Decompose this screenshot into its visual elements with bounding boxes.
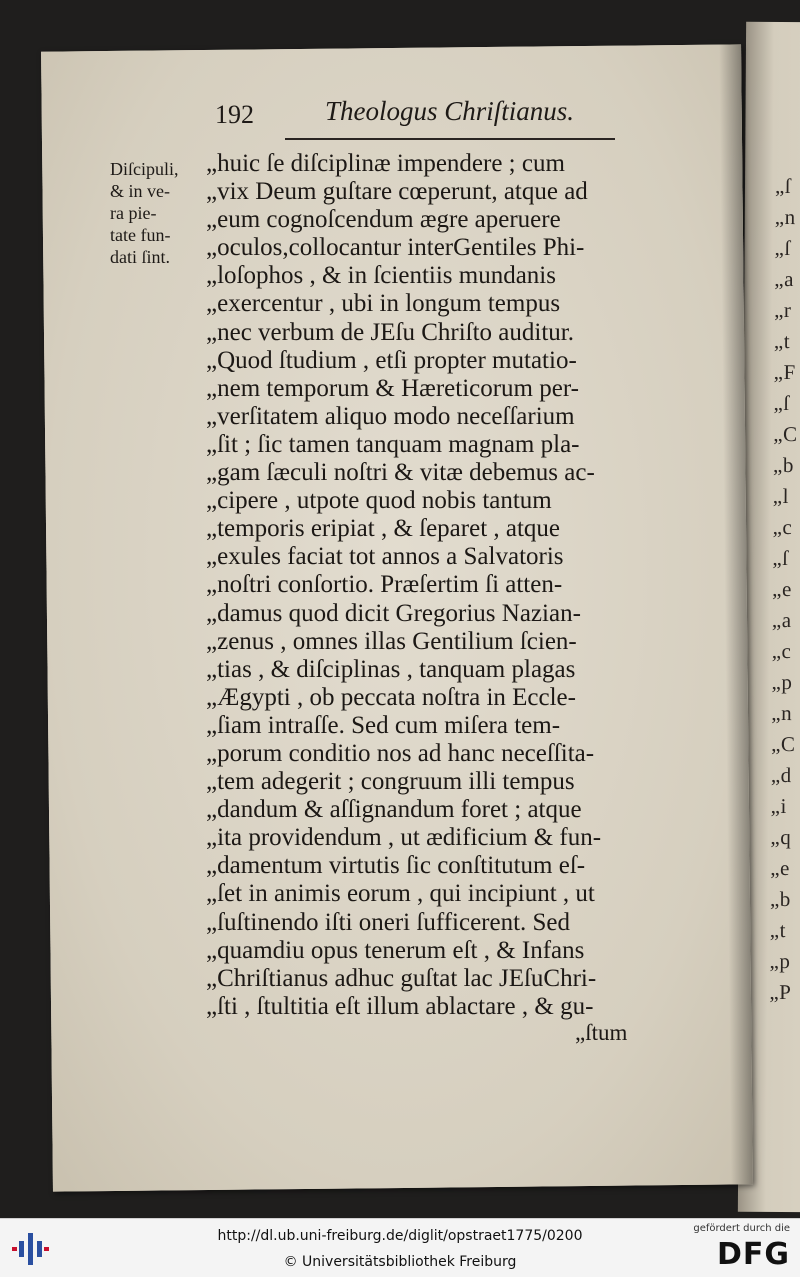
text-line: „ſuſtinendo iſti oneri ſufficerent. Sed [206,908,571,936]
facing-line-fragment: „p [769,948,791,974]
text-line: „huic ſe diſciplinæ impendere ; cum [206,150,565,177]
text-line: „gam ſæculi noſtri & vitæ debemus ac- [206,459,595,487]
text-line: „eum cognoſcendum ægre aperuere [206,206,561,234]
running-title: Theologus Chriſtianus. [325,96,575,126]
facing-line-fragment: „b [772,452,794,478]
dfg-logo: DFG [716,1237,790,1272]
text-line: „Quod ſtudium , etſi propter mutatio- [206,346,577,374]
facing-line-fragment: „b [769,886,791,912]
text-line: „Chriſtianus adhuc guſtat lac JEſuChri- [206,964,597,992]
body-text [206,150,658,1021]
facing-line-fragment: „ſ [774,235,791,261]
text-line: „tem adegerit ; congruum illi tempus [206,768,575,796]
marginal-line: dati ſint. [110,247,170,267]
text-line: „porum conditio nos ad hanc neceſſita- [206,739,595,767]
text-line: „damus quod dicit Gregorius Nazian- [206,599,581,627]
text-line: „ſiam intraſſe. Sed cum miſera tem- [206,711,561,739]
text-line: „exules faciat tot annos a Salvatoris [206,543,564,571]
facing-line-fragment: „ſ [772,545,789,571]
marginal-note [110,158,179,268]
text-line: „temporis eripiat , & ſeparet , atque [206,515,561,543]
page-header [215,96,635,140]
facing-line-fragment: „c [771,638,792,664]
marginal-line: & in ve- [110,181,170,201]
facing-line-fragment: „t [769,917,787,943]
marginal-line: Diſcipuli, [110,159,179,179]
text-line: „loſophos , & in ſcientiis mundanis [206,262,556,290]
header-rule [285,138,615,140]
text-line: „nem temporum & Hæreticorum per- [206,374,579,402]
facing-line-fragment: „P [769,979,792,1005]
facing-line-fragment: „c [772,514,793,540]
facing-line-fragment: „i [770,793,787,819]
text-line: „ita providendum , ut ædificium & fun- [206,824,602,852]
facing-line-fragment: „e [772,576,792,602]
facing-line-fragment: „n [771,700,793,726]
text-line: „tias , & diſciplinas , tanquam plagas [206,655,576,683]
page-number: 192 [215,100,254,129]
facing-line-fragment: „ſ [774,173,792,199]
facing-line-fragment: „t [773,328,791,354]
text-line: „nec verbum de JEſu Chriſto auditur. [206,318,574,346]
facing-line-fragment: „F [773,359,796,385]
facing-line-fragment: „e [770,855,790,881]
text-line: „Ægypti , ob peccata noſtra in Eccle- [206,683,576,711]
facing-line-fragment: „ſ [773,390,790,416]
facing-line-fragment: „n [774,204,796,230]
marginal-line: tate fun- [110,225,171,245]
facing-line-fragment: „d [770,762,792,788]
text-line: „verſitatem aliquo modo neceſſarium [206,402,575,430]
catchword: „ſtum [575,1020,628,1045]
text-line: „zenus , omnes illas Gentilium ſcien- [206,627,577,655]
facing-line-fragment: „q [770,824,792,850]
text-line: „noſtri conſortio. Præſertim ſi atten- [206,571,563,599]
marginal-line: ra pie- [110,203,157,223]
facing-line-fragment: „C [771,731,796,757]
text-line: „ſit ; ſic tamen tanquam magnam pla- [206,430,580,458]
text-line: „quamdiu opus tenerum eſt , & Infans [206,936,585,964]
text-line: „oculos,collocantur interGentiles Phi- [206,234,585,262]
text-line: „cipere , utpote quod nobis tantum [206,487,552,515]
facing-line-fragment: „a [774,266,795,292]
text-line: „dandum & aſſignandum foret ; atque [206,796,582,824]
facing-line-fragment: „l [772,483,790,509]
text-line: „exercentur , ubi in longum tempus [206,290,561,318]
viewer-footer [0,1218,800,1277]
facing-line-fragment: „a [771,607,792,633]
text-line: „ſet in animis eorum , qui incipiunt , ut [206,880,595,908]
copyright-text: © Universitätsbibliothek Freiburg [283,1254,517,1270]
text-line: „damentum virtutis ſic conſtitutum eſ- [206,852,586,880]
permalink-url[interactable]: http://dl.ub.uni-freiburg.de/diglit/opstraet1775/0200 [217,1228,583,1244]
facing-line-fragment: „r [774,297,792,323]
text-line: „vix Deum guſtare cœperunt, atque ad [206,178,588,206]
text-line: „ſti , ſtultitia eſt illum ablactare , & gu- [206,992,594,1020]
facing-line-fragment: „p [771,669,793,695]
facing-line-fragment: „C [773,421,798,447]
funding-note: gefördert durch die [693,1223,790,1234]
